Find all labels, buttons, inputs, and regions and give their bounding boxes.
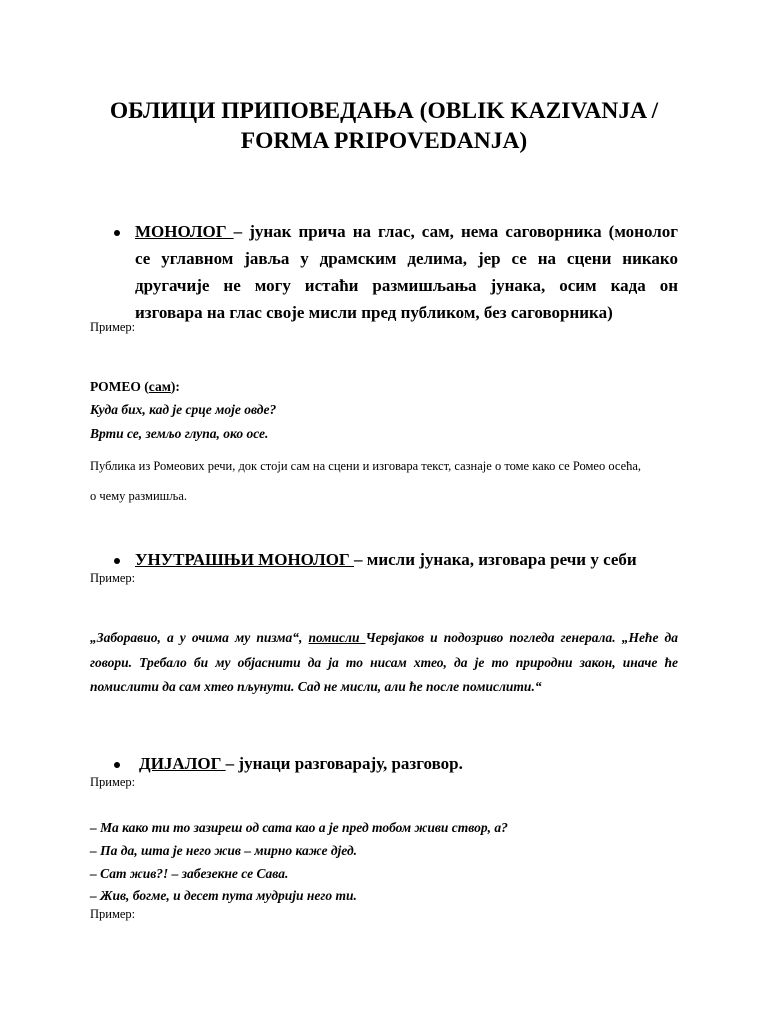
monolog-line-2: се углавном јавља у драмским делима, јер се на сцени никако [135,249,678,268]
dialog-rest: – јунаци разговарају, разговор. [225,754,463,773]
document-title [60,96,708,156]
dialog-line-4: – Жив, богме, и десет пута мудрији него ти. [90,888,357,903]
dialog-line-1: – Ма како ти то зазиреш од сата као а је пред тобом живи створ, а? [90,820,508,835]
inner-monolog-quote: „Заборавио, а у очима му пизма“, помисли Червјаков и подозриво погледа генерала. „Неће да говори. Требало би му објаснити да ја то нисам хтео, да је то природни закон, иначе ће помислити да сам хтео пљунути. Сад не мисли, али ће после помислити.“ [90,630,678,694]
inner-monolog-rest: – мисли јунака, изговара речи у себи [354,550,637,569]
dialog-line-2: – Па да, шта је него жив – мирно каже дјед. [90,843,358,858]
inner-monolog-definition [135,546,695,573]
monolog-explanation-line-2: о чему размишља. [90,489,188,503]
inner-monolog-term: УНУТРАШЊИ МОНОЛОГ [135,550,354,569]
bullet-dot-dialog [114,762,120,768]
monolog-term: МОНОЛОГ [135,222,234,241]
dialog-definition [139,750,682,777]
monolog-explanation-line-1: Публика из Ромеових речи, док стоји сам на сцени и изговара текст, сазнаје о томе како се Ромео осећа, [90,459,642,473]
dialog-line-3: – Сат жив?! – забезекне се Сава. [90,866,289,881]
speaker-name: РОМЕО [90,379,141,394]
dialog-term: ДИЈАЛОГ [139,754,226,773]
verse-line-2: Врти се, земљо глупа, око осе. [90,426,269,441]
monolog-line-3: другачије не могу истаћи размишљања јунака, осим када он [135,276,678,295]
dialog-example-label-2: Пример: [90,907,136,921]
monolog-definition [135,218,678,326]
speaker-note: сам [148,379,171,394]
monolog-example-label: Пример: [90,320,136,334]
title-line-2: FORMA PRIPOVEDANJA) [240,128,528,154]
title-line-1: ОБЛИЦИ ПРИПОВЕДАЊА (OBLIK KAZIVANJA / [109,98,659,124]
inner-monolog-example-label: Пример: [90,571,136,585]
dialog-example-label: Пример: [90,775,136,789]
monolog-line-1: – јунак прича на глас, сам, нема саговорника (монолог [233,222,678,241]
bullet-dot-monolog [114,230,120,236]
bullet-dot-inner-monolog [114,558,120,564]
quote-underlined-word: помисли [308,630,366,645]
speaker-line: РОМЕО (сам): [90,379,180,394]
monolog-line-4: изговара на глас своје мисли пред публиком, без саговорника) [135,303,613,322]
verse-line-1: Куда бих, кад је срце моје овде? [90,402,277,417]
